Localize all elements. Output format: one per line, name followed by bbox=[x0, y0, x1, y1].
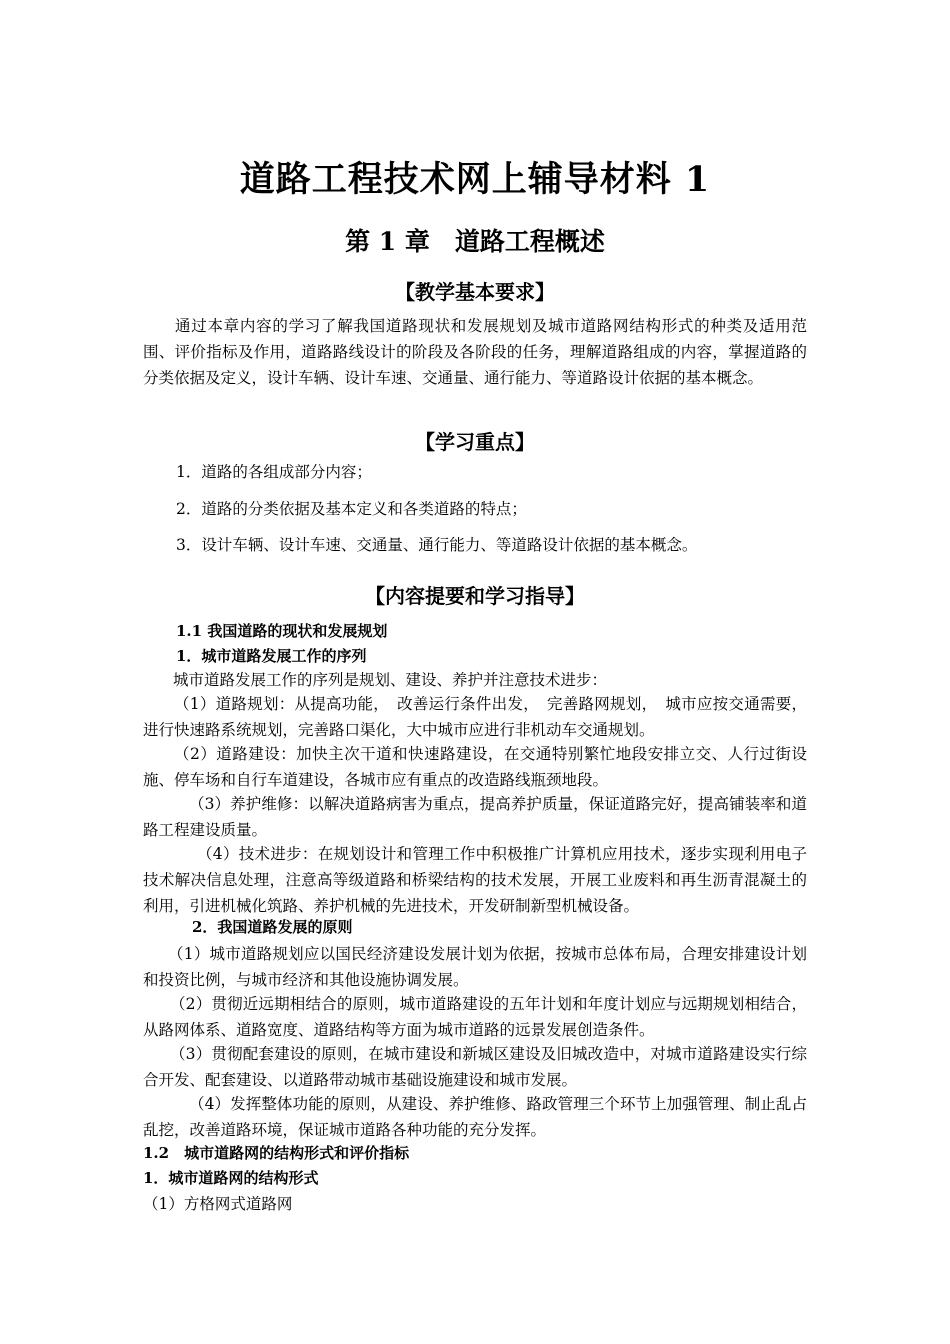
document-title: 道路工程技术网上辅导材料 1 bbox=[239, 159, 711, 200]
paragraph: （4）发挥整体功能的原则，从建设、养护维修、路政管理三个环节上加强管理、制止乱占乱挖，改善道路环境，保证城市道路各种功能的充分发挥。 bbox=[143, 1095, 807, 1139]
section-1-2-heading: 1.2 城市道路网的结构形式和评价指标 bbox=[143, 1144, 410, 1162]
subsection-heading: 1．城市道路发展工作的序列 bbox=[176, 647, 367, 665]
paragraph: （2）贯彻近远期相结合的原则，城市道路建设的五年计划和年度计划应与远期规划相结合，从路网体系、道路宽度、道路结构等方面为城市道路的远景发展创造条件。 bbox=[143, 995, 807, 1039]
paragraph: （2）道路建设：加快主次干道和快速路建设，在交通特别繁忙地段安排立交、人行过街设施、停车场和自行车道建设，各城市应有重点的改造路线瓶颈地段。 bbox=[143, 745, 807, 789]
teaching-requirements-heading: 【教学基本要求】 bbox=[395, 280, 555, 304]
paragraph: （3）贯彻配套建设的原则，在城市建设和新城区建设及旧城改造中，对城市道路建设实行综合开发、配套建设、以道路带动城市基础设施建设和城市发展。 bbox=[143, 1045, 807, 1089]
subsection-heading: 2．我国道路发展的原则 bbox=[192, 918, 353, 936]
content-guide-heading: 【内容提要和学习指导】 bbox=[365, 584, 585, 608]
paragraph: （1）城市道路规划应以国民经济建设发展计划为依据，按城市总体布局，合理安排建设计划和投资比例，与城市经济和其他设施协调发展。 bbox=[143, 945, 807, 989]
section-1-1-heading: 1.1 我国道路的现状和发展规划 bbox=[176, 622, 388, 640]
paragraph: （4）技术进步：在规划设计和管理工作中积极推广计算机应用技术，逐步实现利用电子技术解决信息处理，注意高等级道路和桥梁结构的技术发展，开展工业废料和再生沥青混凝土的利用，引进机械化筑路、养护机械的先进技术，开发研制新型机械设备。 bbox=[143, 845, 807, 915]
paragraph: （3）养护维修：以解决道路病害为重点，提高养护质量，保证道路完好，提高铺装率和道路工程建设质量。 bbox=[143, 795, 807, 839]
key-point-item: 3．设计车辆、设计车速、交通量、通行能力、等道路设计依据的基本概念。 bbox=[176, 536, 698, 554]
key-point-item: 2．道路的分类依据及基本定义和各类道路的特点； bbox=[176, 500, 527, 518]
chapter-heading: 第 1 章 道路工程概述 bbox=[345, 227, 605, 256]
key-point-item: 1．道路的各组成部分内容； bbox=[176, 463, 372, 481]
teaching-requirements-text: 通过本章内容的学习了解我国道路现状和发展规划及城市道路网结构形式的种类及适用范围、评价指标及作用，道路路线设计的阶段及各阶段的任务，理解道路组成的内容，掌握道路的分类依据及定义，设计车辆、设计车速、交通量、通行能力、等道路设计依据的基本概念。 bbox=[143, 317, 807, 387]
paragraph: （1）道路规划：从提高功能， 改善运行条件出发， 完善路网规划， 城市应按交通需要，进行快速路系统规划，完善路口渠化，大中城市应进行非机动车交通规划。 bbox=[143, 695, 807, 739]
subsection-heading: 1．城市道路网的结构形式 bbox=[143, 1169, 319, 1187]
list-item: （1）方格网式道路网 bbox=[143, 1195, 293, 1213]
key-points-heading: 【学习重点】 bbox=[415, 430, 535, 454]
paragraph: 城市道路发展工作的序列是规划、建设、养护并注意技术进步： bbox=[173, 671, 608, 689]
